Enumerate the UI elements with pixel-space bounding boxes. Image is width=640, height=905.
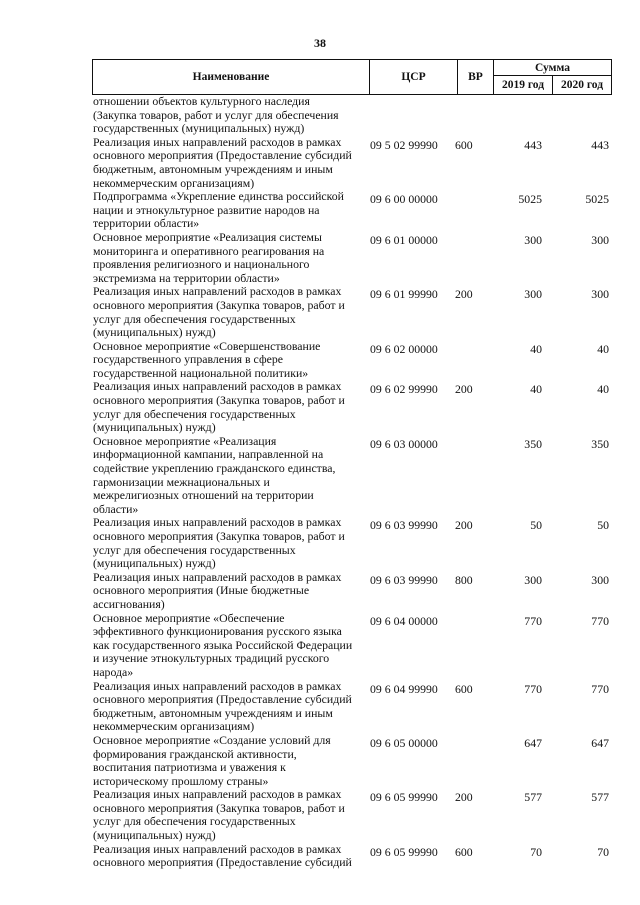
row-sum-2019: 40 [530, 341, 542, 356]
row-name: Реализация иных направлений расходов в рамках основного мероприятия (Закупка товаров, работ и услуг для обеспечения государственных (муниципальных) нужд) [93, 284, 345, 340]
row-csr: 09 6 05 99990 [370, 790, 438, 805]
row-sum-2020: 5025 [585, 192, 609, 207]
row-csr: 09 6 03 00000 [370, 436, 438, 451]
row-sum-2019: 70 [530, 844, 542, 859]
row-name: Основное мероприятие «Создание условий для формирования гражданской активности, воспитания патриотизма и уважения к историческому прошлому страны» [93, 732, 331, 788]
table-row [93, 340, 613, 381]
table-row [93, 231, 613, 285]
row-sum-2020: 770 [591, 613, 609, 628]
table-row [93, 734, 613, 788]
table-row [93, 285, 613, 339]
table-row [93, 516, 613, 570]
row-sum-2020: 300 [591, 287, 609, 302]
table-row [93, 612, 613, 680]
table-row [93, 843, 613, 870]
row-name: Основное мероприятие «Реализация системы мониторинга и оперативного реагирования на проявления религиозного и национального экстремизма на территории области» [93, 229, 325, 285]
header-name: Наименование [92, 59, 370, 95]
row-vr: 800 [455, 572, 473, 587]
row-csr: 09 6 01 00000 [370, 232, 438, 247]
row-sum-2019: 50 [530, 518, 542, 533]
row-sum-2020: 40 [597, 341, 609, 356]
row-name: Основное мероприятие «Совершенствование государственного управления в сфере государственной национальной политики» [93, 338, 321, 380]
header-sum: Сумма [494, 59, 612, 76]
table-row [93, 680, 613, 734]
row-name: Реализация иных направлений расходов в рамках основного мероприятия (Предоставление субсидий [93, 841, 352, 870]
row-sum-2019: 577 [524, 790, 542, 805]
row-sum-2019: 5025 [518, 192, 542, 207]
row-name: Реализация иных направлений расходов в рамках основного мероприятия (Закупка товаров, работ и услуг для обеспечения государственных (муниципальных) нужд) [93, 379, 345, 435]
row-csr: 09 6 00 00000 [370, 192, 438, 207]
row-csr: 09 6 04 00000 [370, 613, 438, 628]
table-body [93, 95, 613, 870]
row-sum-2019 [498, 95, 542, 98]
row-vr: 600 [455, 844, 473, 859]
table-row [93, 190, 613, 231]
row-csr: 09 6 03 99990 [370, 518, 438, 533]
row-sum-2019: 300 [524, 572, 542, 587]
row-name: Реализация иных направлений расходов в рамках основного мероприятия (Предоставление субсидий бюджетным, автономным учреждениям и иным некоммерческим организациям) [93, 134, 352, 190]
table-row [93, 136, 613, 190]
row-name: Реализация иных направлений расходов в рамках основного мероприятия (Закупка товаров, работ и услуг для обеспечения государственных (муниципальных) нужд) [93, 787, 345, 843]
row-csr: 09 6 02 00000 [370, 341, 438, 356]
row-sum-2020 [563, 95, 609, 98]
row-vr: 600 [455, 681, 473, 696]
table-header [92, 59, 612, 95]
row-sum-2019: 300 [524, 232, 542, 247]
row-vr [455, 190, 485, 193]
row-vr [455, 340, 485, 343]
row-vr [455, 435, 485, 438]
row-vr [455, 95, 485, 98]
row-csr: 09 6 01 99990 [370, 287, 438, 302]
row-sum-2020: 577 [591, 790, 609, 805]
row-vr: 200 [455, 287, 473, 302]
row-vr: 200 [455, 790, 473, 805]
row-sum-2019: 647 [524, 735, 542, 750]
table-row [93, 95, 613, 136]
row-sum-2020: 350 [591, 436, 609, 451]
page-number: 38 [314, 36, 326, 50]
row-sum-2019: 770 [524, 613, 542, 628]
row-vr: 200 [455, 518, 473, 533]
row-sum-2019: 443 [524, 137, 542, 152]
header-csr: ЦСР [370, 59, 458, 95]
row-csr: 09 6 05 00000 [370, 735, 438, 750]
row-vr: 200 [455, 382, 473, 397]
row-vr [455, 231, 485, 234]
row-sum-2020: 300 [591, 572, 609, 587]
row-sum-2020: 50 [597, 518, 609, 533]
row-sum-2020: 770 [591, 681, 609, 696]
row-name: Реализация иных направлений расходов в рамках основного мероприятия (Предоставление субсидий бюджетным, автономным учреждениям и иным некоммерческим организациям) [93, 678, 352, 734]
header-year-2020: 2020 год [553, 76, 612, 95]
row-sum-2019: 40 [530, 382, 542, 397]
header-vr: ВР [458, 59, 494, 95]
row-name: Основное мероприятие «Реализация информационной кампании, направленной на содействие укреплению гражданского единства, гармонизации межнациональных и межрелигиозных отношений на территории области» [93, 433, 336, 516]
row-csr: 09 6 02 99990 [370, 382, 438, 397]
row-vr: 600 [455, 137, 473, 152]
row-sum-2019: 300 [524, 287, 542, 302]
row-name: Реализация иных направлений расходов в рамках основного мероприятия (Закупка товаров, работ и услуг для обеспечения государственных (муниципальных) нужд) [93, 515, 345, 571]
table-row [93, 380, 613, 434]
table-row [93, 788, 613, 842]
row-vr [455, 734, 485, 737]
table-row [93, 435, 613, 517]
header-year-2019: 2019 год [494, 76, 553, 95]
row-csr: 09 6 04 99990 [370, 681, 438, 696]
row-sum-2020: 40 [597, 382, 609, 397]
row-name: Реализация иных направлений расходов в рамках основного мероприятия (Иные бюджетные ассигнования) [93, 569, 342, 611]
row-sum-2020: 300 [591, 232, 609, 247]
row-sum-2020: 443 [591, 137, 609, 152]
row-name: Подпрограмма «Укрепление единства российской нации и этнокультурное развитие народов на территории области» [93, 189, 344, 231]
row-csr: 09 6 03 99990 [370, 572, 438, 587]
table-row [93, 571, 613, 612]
row-csr [370, 95, 460, 98]
row-sum-2020: 70 [597, 844, 609, 859]
row-name: отношении объектов культурного наследия (Закупка товаров, работ и услуг для обеспечения государственных (муниципальных) нужд) [93, 94, 339, 136]
row-csr: 09 6 05 99990 [370, 844, 438, 859]
row-vr [455, 612, 485, 615]
row-sum-2019: 770 [524, 681, 542, 696]
row-sum-2019: 350 [524, 436, 542, 451]
row-name: Основное мероприятие «Обеспечение эффективного функционирования русского языка как государственного языка Российской Федерации и изучение этнокультурных традиций русского народа» [93, 610, 353, 679]
row-csr: 09 5 02 99990 [370, 137, 438, 152]
row-sum-2020: 647 [591, 735, 609, 750]
